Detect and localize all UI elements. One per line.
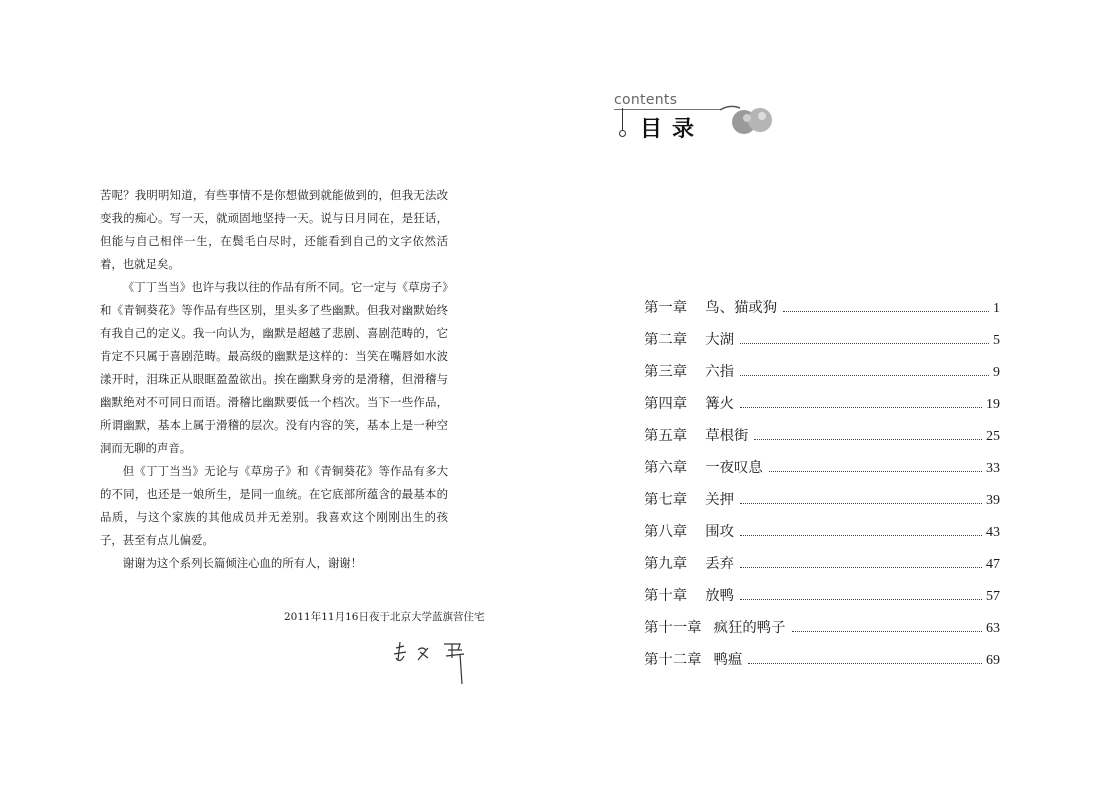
page-number: 47: [986, 557, 1000, 572]
contents-label-en: contents: [614, 92, 678, 108]
toc-entry[interactable]: [644, 424, 1000, 448]
page-number: 39: [986, 493, 1000, 508]
chapter-number: 第六章: [644, 460, 688, 476]
dot-leader: [792, 631, 982, 632]
dot-leader: [769, 471, 982, 472]
toc-entry[interactable]: [644, 552, 1000, 576]
page-number: 1: [993, 301, 1000, 316]
chapter-number: 第一章: [644, 300, 688, 316]
toc-entry[interactable]: [644, 616, 1000, 640]
chapter-number: 第九章: [644, 556, 688, 572]
chapter-number: 第七章: [644, 492, 688, 508]
chapter-number: 第八章: [644, 524, 688, 540]
chapter-title: 围攻: [705, 524, 734, 540]
dot-leader: [740, 535, 982, 536]
page-number: 19: [986, 397, 1000, 412]
dot-leader: [740, 599, 982, 600]
dot-leader: [754, 439, 982, 440]
chapter-title: 放鸭: [705, 588, 734, 604]
chapter-title: 丢弃: [705, 556, 734, 572]
toc-entry[interactable]: [644, 520, 1000, 544]
page-number: 9: [993, 365, 1000, 380]
toc-entry[interactable]: [644, 328, 1000, 352]
page-number: 63: [986, 621, 1000, 636]
dot-leader: [740, 407, 982, 408]
chapter-title: 篝火: [705, 396, 734, 412]
toc-entry[interactable]: [644, 584, 1000, 608]
chapter-title: 疯狂的鸭子: [713, 620, 786, 636]
page-number: 25: [986, 429, 1000, 444]
chapter-title: 六指: [705, 364, 734, 380]
chapter-number: 第十一章: [644, 620, 702, 636]
paragraph-3: 但《丁丁当当》无论与《草房子》和《青铜葵花》等作品有多大的不同，也还是一娘所生，是同一血统。在它底部所蕴含的最基本的品质，与这个家族的其他成员并无差别。我喜欢这个刚刚出生的孩子，甚至有点儿偏爱。: [100, 464, 448, 547]
chapter-title: 关押: [705, 492, 734, 508]
dot-leader: [740, 567, 982, 568]
page-number: 57: [986, 589, 1000, 604]
chapter-number: 第十二章: [644, 652, 702, 668]
chapter-number: 第二章: [644, 332, 688, 348]
paragraph-4: 谢谢为这个系列长篇倾注心血的所有人，谢谢！: [122, 556, 363, 570]
author-signature: [388, 640, 470, 686]
chapter-title: 大湖: [705, 332, 734, 348]
toc-entry[interactable]: [644, 456, 1000, 480]
dot-leader: [740, 343, 989, 344]
dot-leader: [740, 503, 982, 504]
chapter-number: 第三章: [644, 364, 688, 380]
chapter-number: 第十章: [644, 588, 688, 604]
dot-leader: [740, 375, 989, 376]
date-line: 2011年11月16日夜于北京大学蓝旗营住宅: [284, 611, 485, 623]
page-number: 33: [986, 461, 1000, 476]
toc-entry[interactable]: [644, 296, 1000, 320]
chapter-title: 草根街: [705, 428, 749, 444]
paragraph-1: 苦呢？我明明知道，有些事情不是你想做到就能做到的，但我无法改变我的痴心。写一天，就顽固地坚持一天。说与日月同在，是狂话，但能与自己相伴一生，在鬓毛白尽时，还能看到自己的文字依然活着，也就足矣。: [100, 188, 448, 271]
paragraph-2: 《丁丁当当》也许与我以往的作品有所不同。它一定与《草房子》和《青铜葵花》等作品有些区别，里头多了些幽默。但我对幽默始终有我自己的定义。我一向认为，幽默是超越了悲剧、喜剧范畴的，它肯定不只属于喜剧范畴。最高级的幽默是这样的：当笑在嘴唇如水波漾开时，泪珠正从眼眶盈盈欲出。挨在幽默身旁的是滑稽，但滑稽与幽默绝对不可同日而语。滑稽比幽默要低一个档次。当下一些作品，所谓幽默，基本上属于滑稽的层次。没有内容的笑，基本上是一种空洞而无聊的声音。: [100, 280, 448, 455]
afterword-text: [100, 184, 448, 575]
toc-entry[interactable]: [644, 392, 1000, 416]
right-page: [548, 0, 1096, 786]
chapter-number: 第四章: [644, 396, 688, 412]
toc-entry[interactable]: [644, 648, 1000, 672]
chapter-title: 鸟、猫或狗: [705, 300, 778, 316]
dot-leader: [783, 311, 989, 312]
chapter-title: 鸭瘟: [713, 652, 743, 668]
chapter-title: 一夜叹息: [705, 460, 763, 476]
page-number: 69: [986, 653, 1000, 668]
contents-title: 目录: [640, 116, 705, 142]
page-number: 5: [993, 333, 1000, 348]
header-rule: [614, 109, 722, 110]
page-number: 43: [986, 525, 1000, 540]
toc-entry[interactable]: [644, 488, 1000, 512]
dot-leader: [748, 663, 982, 664]
gourd-icon: [720, 98, 776, 138]
chapter-number: 第五章: [644, 428, 688, 444]
bracket-dot-icon: [619, 130, 626, 137]
contents-header: [612, 92, 772, 142]
toc-entry[interactable]: [644, 360, 1000, 384]
